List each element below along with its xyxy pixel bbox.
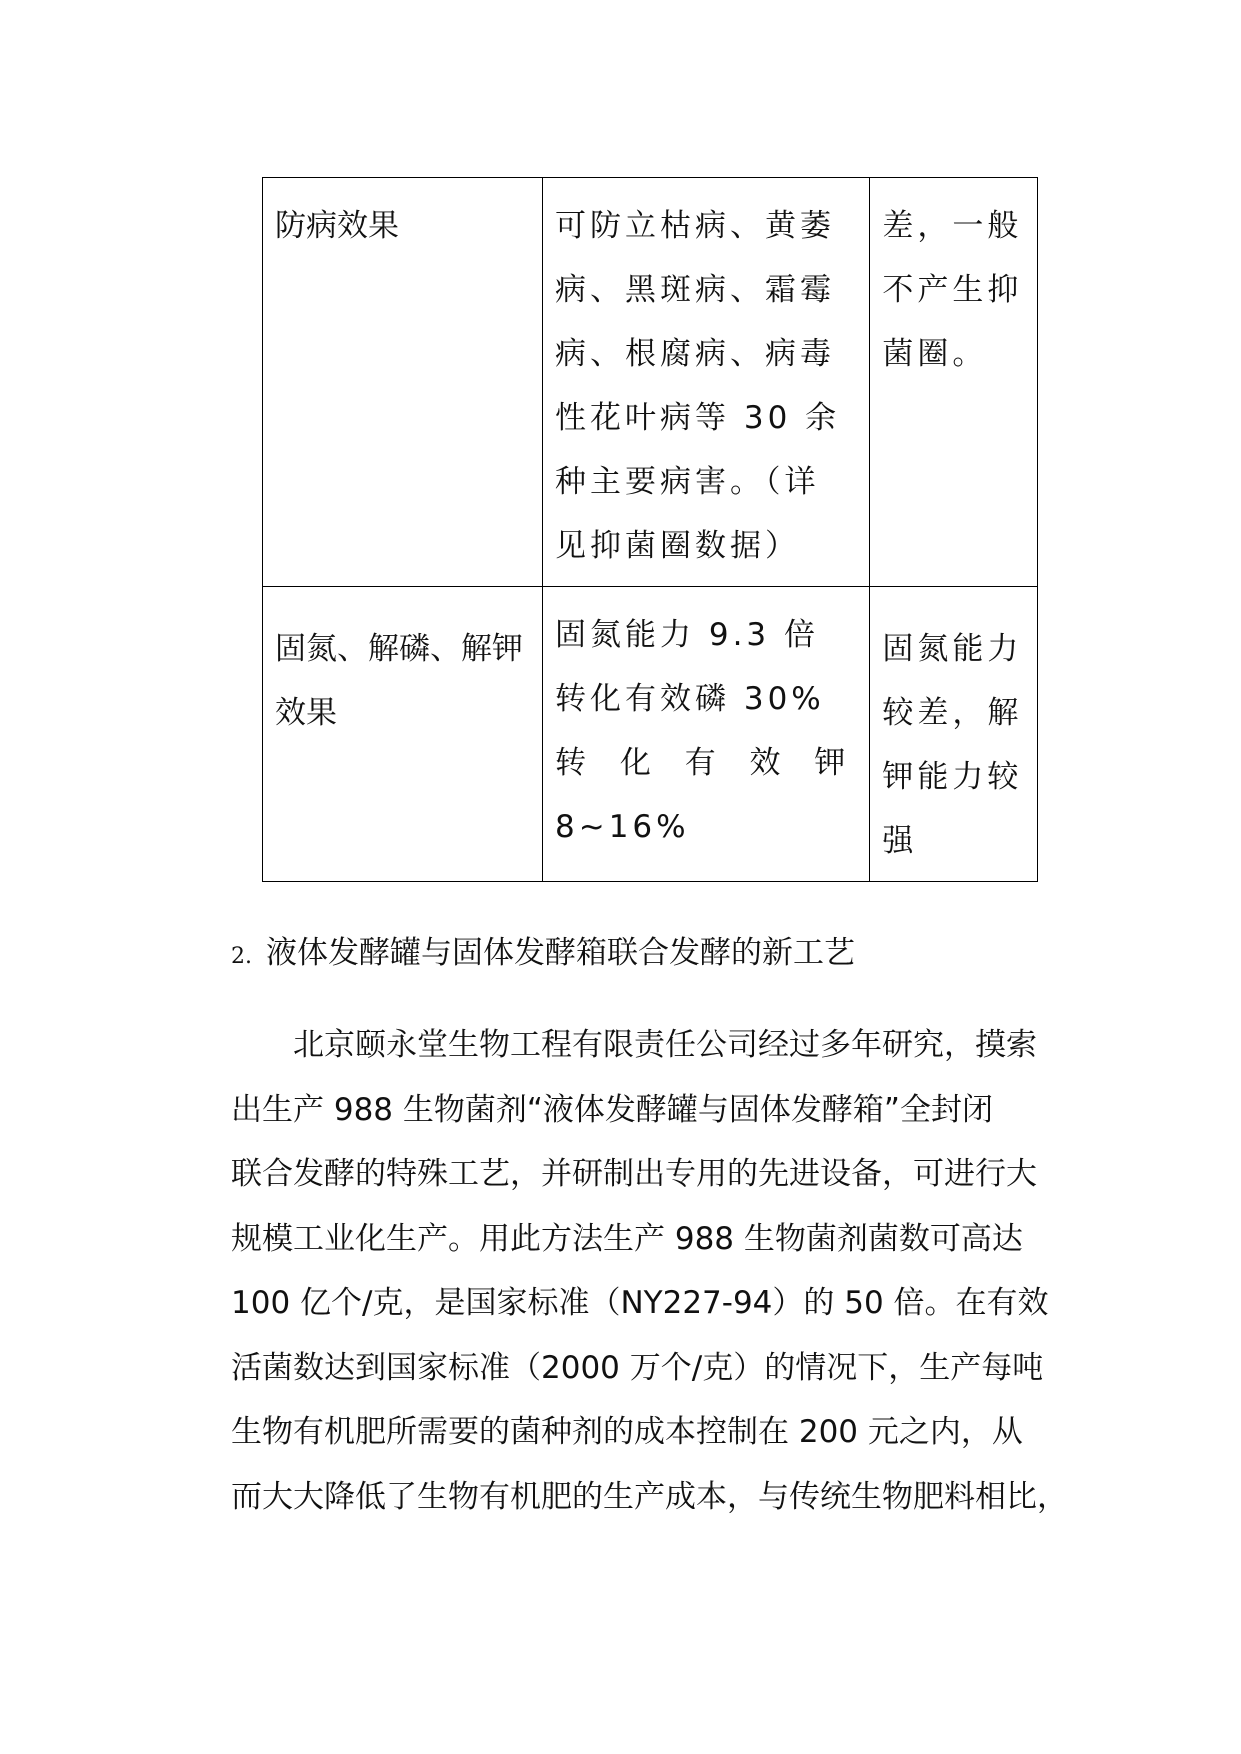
cell-line: 防病效果 <box>275 208 399 244</box>
product-effect-cell <box>543 178 870 587</box>
product-effect-cell <box>543 587 870 882</box>
cell-line: 强 <box>882 823 918 859</box>
section-heading <box>231 933 855 977</box>
paragraph-line: 规模工业化生产。用此方法生产 988 生物菌剂菌数可高达 <box>231 1220 1023 1257</box>
paragraph-line: 出生产 988 生物菌剂“液体发酵罐与固体发酵箱”全封闭 <box>231 1091 993 1128</box>
cell-line: 固氮能力 9.3 倍 <box>555 617 820 653</box>
cell-line: 菌圈。 <box>882 336 988 372</box>
cell-line: 可防立枯病、黄萎 <box>555 208 835 244</box>
traditional-effect-cell <box>870 178 1038 587</box>
cell-line: 固氮能力 <box>882 631 1023 667</box>
cell-line: 转 化 有 效 钾 <box>555 745 858 781</box>
cell-line: 病、根腐病、病毒 <box>555 336 835 372</box>
section-title: 液体发酵罐与固体发酵箱联合发酵的新工艺 <box>266 935 855 971</box>
cell-line: 固氮、解磷、解钾 <box>275 631 523 667</box>
paragraph-line: 生物有机肥所需要的菌种剂的成本控制在 200 元之内，从 <box>231 1414 1023 1450</box>
cell-line: 转化有效磷 30% <box>555 681 825 717</box>
traditional-effect-cell <box>870 587 1038 882</box>
cell-line: 种主要病害。（详 <box>555 464 820 500</box>
paragraph-line: 100 亿个/克，是国家标准（NY227-94）的 50 倍。在有效 <box>231 1285 1049 1321</box>
table-row <box>263 587 1038 882</box>
comparison-table <box>262 177 1038 882</box>
table-row <box>263 178 1038 587</box>
cell-line: 差，一般 <box>882 208 1023 244</box>
paragraph-line: 联合发酵的特殊工艺，并研制出专用的先进设备，可进行大 <box>231 1156 1037 1192</box>
cell-line: 性花叶病等 30 余 <box>555 400 841 436</box>
paragraph-line: 而大大降低了生物有机肥的生产成本，与传统生物肥料相比， <box>231 1478 1068 1515</box>
section-number: 2. <box>231 944 252 969</box>
paragraph-line: 北京颐永堂生物工程有限责任公司经过多年研究，摸索 <box>231 1027 1037 1063</box>
cell-line: 较差，解 <box>882 695 1023 731</box>
paragraph-line: 活菌数达到国家标准（2000 万个/克）的情况下，生产每吨 <box>231 1349 1044 1386</box>
cell-line: 见抑菌圈数据） <box>555 528 800 564</box>
body-paragraph <box>231 1013 1111 1529</box>
cell-line: 不产生抑 <box>882 272 1023 308</box>
cell-line: 8~16% <box>555 809 690 845</box>
cell-line: 钾能力较 <box>882 759 1023 795</box>
row-label-cell <box>263 587 543 882</box>
row-label-cell <box>263 178 543 587</box>
cell-line: 病、黑斑病、霜霉 <box>555 272 835 308</box>
cell-line: 效果 <box>275 695 337 731</box>
